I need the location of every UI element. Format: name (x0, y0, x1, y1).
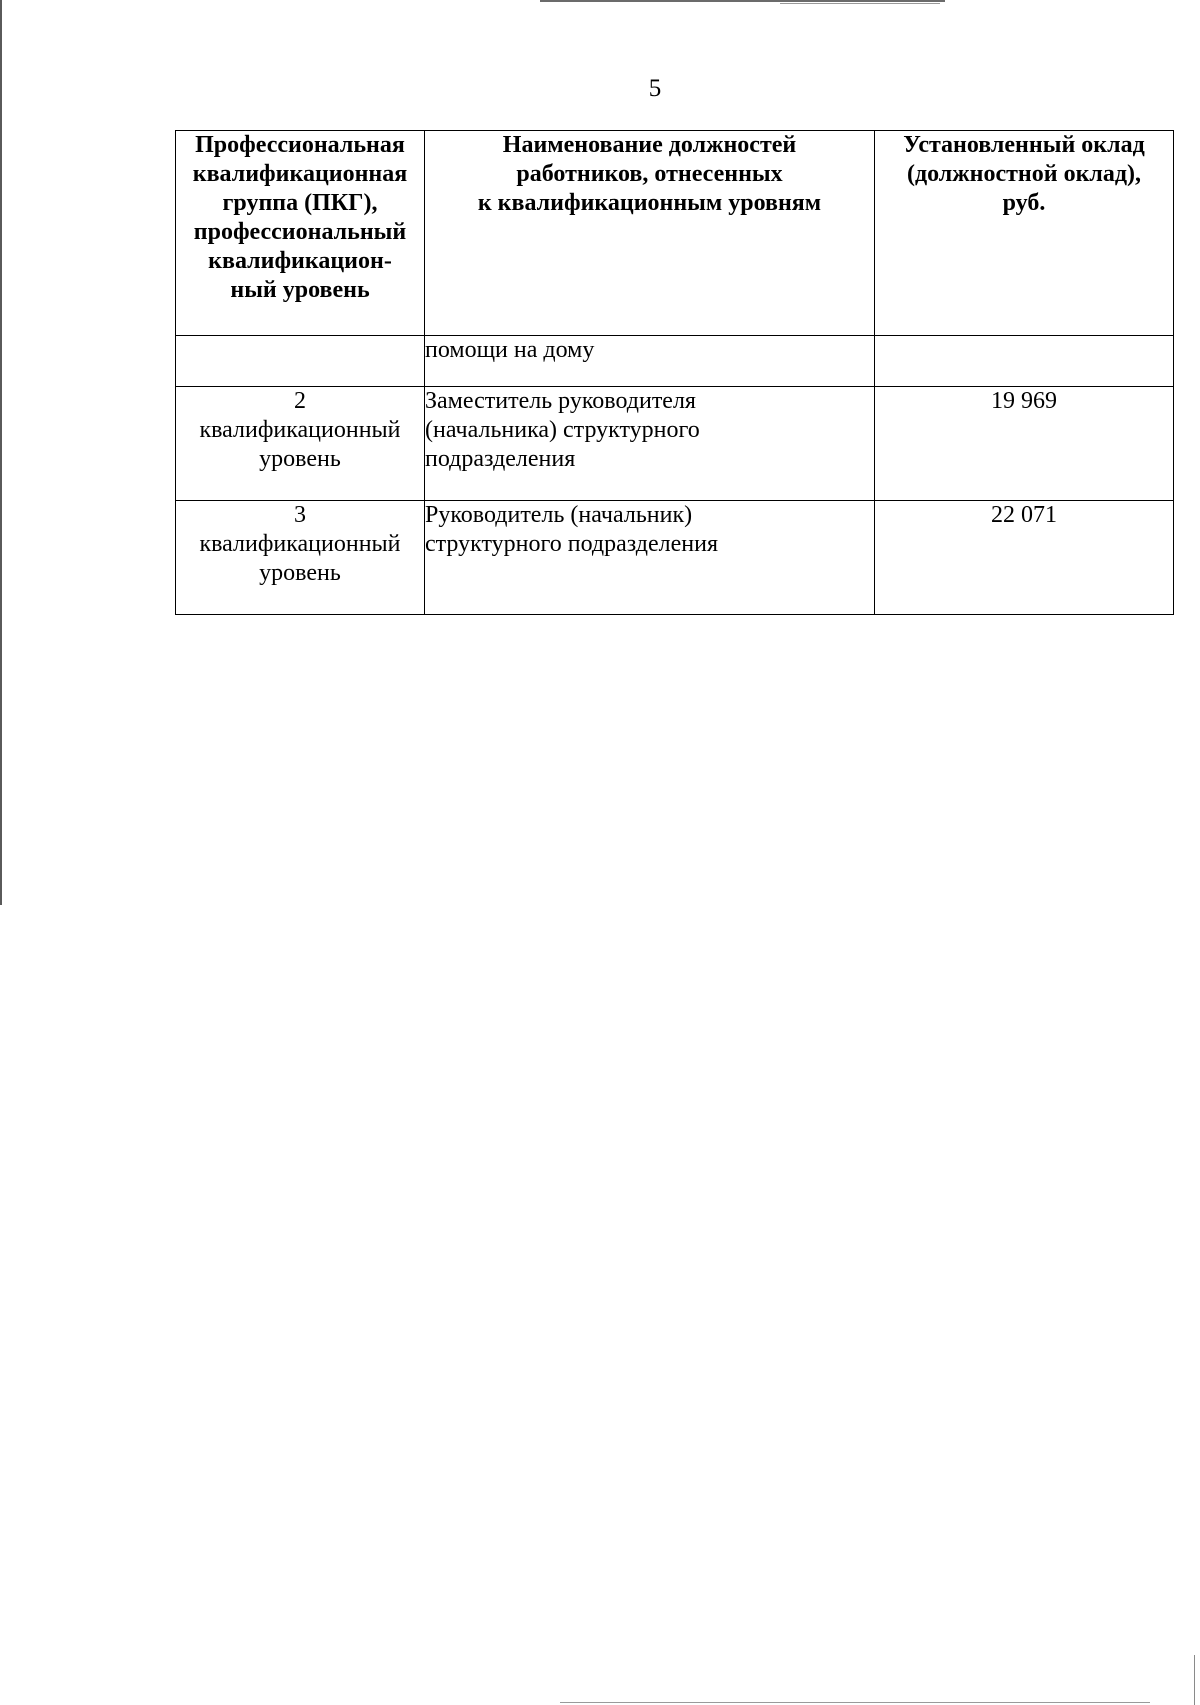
scan-edge-bottom (560, 1702, 1150, 1703)
header-position-names-text: Наименование должностей работников, отнесенных к квалификационным уровням (477, 132, 822, 216)
scan-edge-right (1194, 1655, 1195, 1705)
table-header-row (176, 131, 1174, 336)
position-cell: Заместитель руководителя (начальника) структурного подразделения (425, 387, 875, 501)
table-row (176, 501, 1174, 615)
table-row (176, 387, 1174, 501)
header-salary-text: Установленный оклад (должностной оклад), руб. (903, 132, 1145, 216)
header-salary (875, 131, 1174, 336)
scan-edge-top-thin (780, 3, 940, 4)
header-pkg-level (176, 131, 425, 336)
position-cell: Руководитель (начальник) структурного подразделения (425, 501, 875, 615)
table-row (176, 336, 1174, 387)
salary-cell: 19 969 (875, 387, 1174, 501)
salary-table (175, 130, 1174, 615)
level-cell: 2 квалификационный уровень (176, 387, 425, 501)
header-position-names (425, 131, 875, 336)
salary-cell (875, 336, 1174, 387)
page-number: 5 (648, 75, 662, 102)
header-pkg-level-text: Профессиональная квалификационная группа (ПКГ), профессиональный квалификацион- ный уровень (192, 132, 408, 303)
scan-edge-left (0, 0, 2, 905)
scan-edge-top (540, 0, 945, 2)
salary-cell: 22 071 (875, 501, 1174, 615)
position-cell: помощи на дому (425, 336, 875, 387)
level-cell: 3 квалификационный уровень (176, 501, 425, 615)
level-cell (176, 336, 425, 387)
